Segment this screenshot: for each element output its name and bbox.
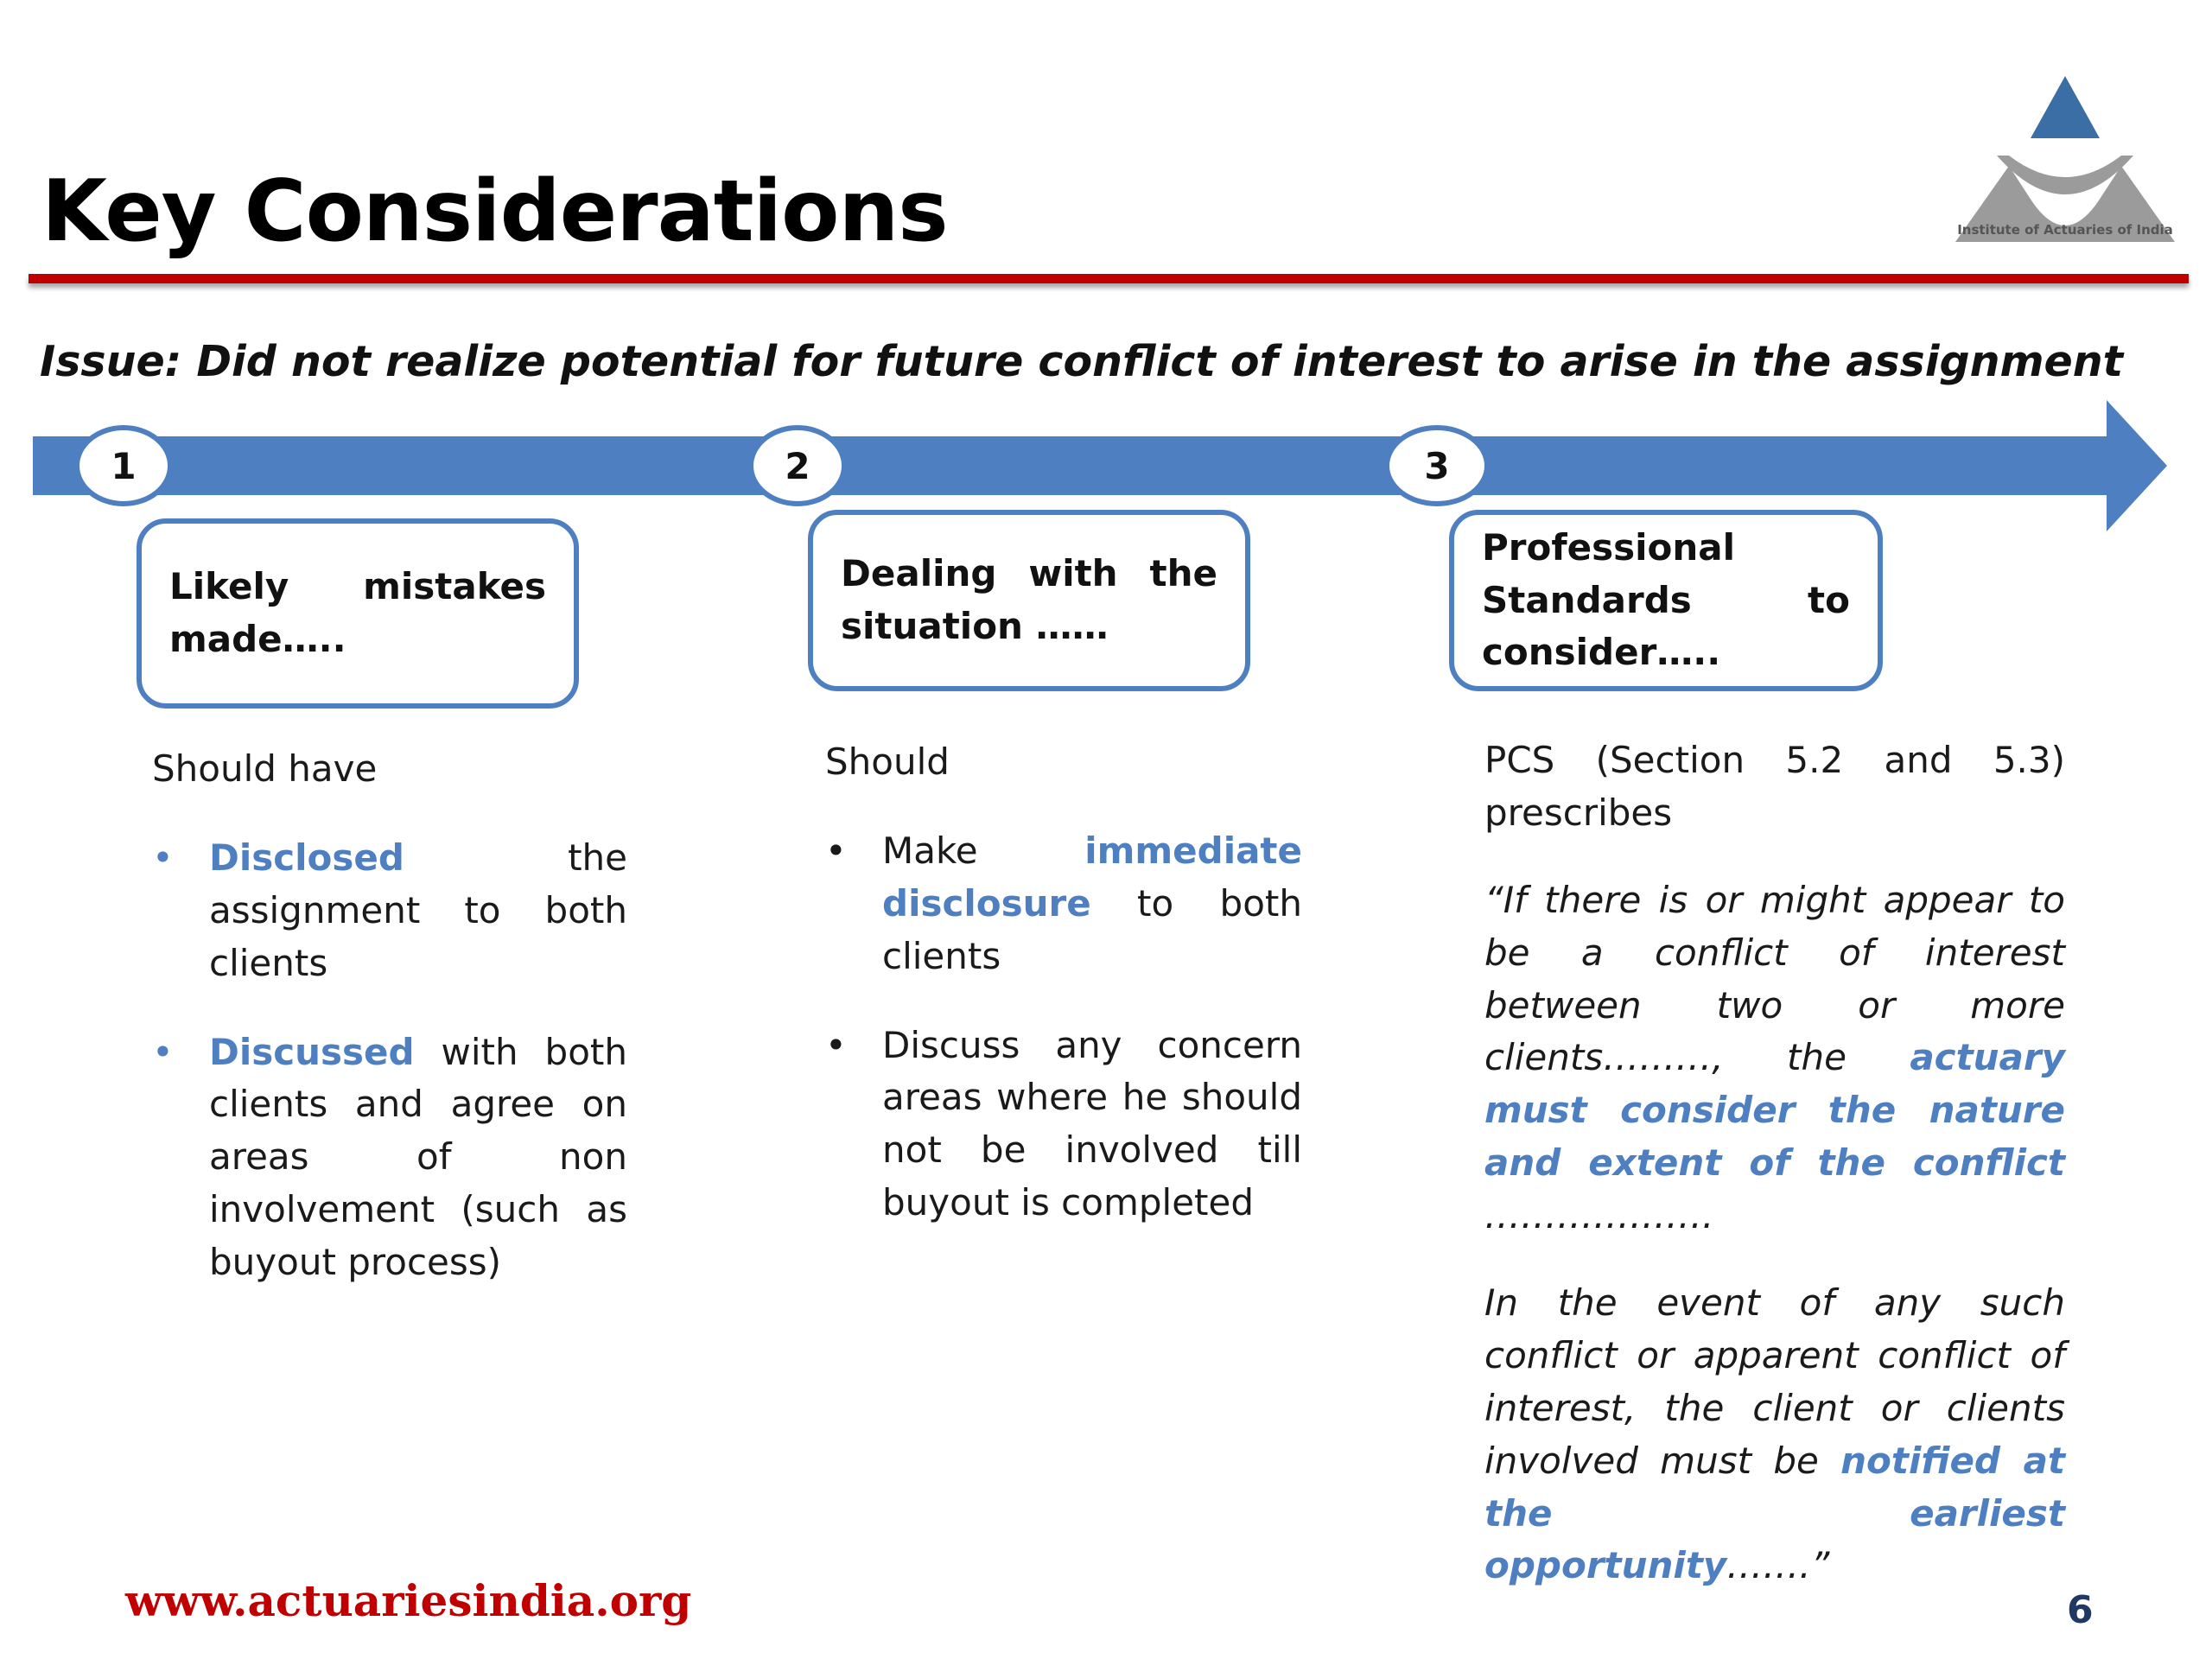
institute-logo-icon <box>1948 69 2182 246</box>
page-number: 6 <box>2067 1588 2094 1632</box>
list-item <box>825 825 1302 983</box>
step-2-box-label: Dealing with the situation …… <box>841 552 1217 647</box>
standards-quote-1 <box>1484 874 2065 1243</box>
highlight-text: actuary must consider the nature and extent of the conflict <box>1484 1036 2065 1185</box>
step-number-2: 2 <box>785 444 810 487</box>
step-2-box <box>808 510 1250 691</box>
quote-text: ………………. <box>1484 1194 1714 1237</box>
page-title: Key Considerations <box>41 162 948 261</box>
step-3-content <box>1484 734 2065 1592</box>
bullet-icon: • <box>152 1030 174 1073</box>
list-item <box>152 1027 627 1289</box>
step-3-box-label: Professional Standards to consider….. <box>1482 525 1850 674</box>
quote-text: In the event of any such conflict or apparent conflict of interest, the client or clients involved must be <box>1484 1281 2065 1482</box>
title-underline <box>29 274 2189 283</box>
step-1-box <box>137 518 579 709</box>
quote-text: “If there is or might appear to be a conflict of interest between two or more clients………, the <box>1484 878 2065 1079</box>
list-item <box>152 832 627 990</box>
step-1-intro: Should have <box>152 747 378 790</box>
bullet-text: the assignment to both clients <box>209 836 627 984</box>
step-number-3: 3 <box>1424 444 1450 487</box>
bullet-icon: • <box>825 829 847 872</box>
step-number-1: 1 <box>111 444 137 487</box>
list-item <box>825 1020 1302 1230</box>
step-2-intro: Should <box>825 741 950 783</box>
bullet-text: with both clients and agree on areas of non involvement (such as buyout process) <box>209 1030 627 1284</box>
bullet-text: to both clients <box>882 881 1302 977</box>
step-1-content <box>152 743 627 1289</box>
step-2-content <box>825 736 1302 1230</box>
step-3-intro: PCS (Section 5.2 and 5.3) prescribes <box>1484 739 2065 834</box>
bullet-text: Make <box>882 829 1085 872</box>
logo-caption: Institute of Actuaries of India <box>1957 222 2173 238</box>
highlight-text: Disclosed <box>209 836 404 879</box>
standards-quote-2 <box>1484 1277 2065 1592</box>
bullet-text: Discuss any concern areas where he should not be involved till buyout is completed <box>882 1023 1302 1224</box>
step-3-box <box>1449 510 1883 691</box>
highlight-text: Discussed <box>209 1030 415 1073</box>
issue-statement: Issue: Did not realize potential for future conflict of interest to arise in the assignment <box>40 337 2124 386</box>
highlight-text: immediate disclosure <box>882 829 1302 925</box>
highlight-text: notified at the earliest opportunity <box>1484 1439 2065 1587</box>
bullet-icon: • <box>152 836 174 879</box>
footer-website-link[interactable]: www.actuariesindia.org <box>125 1575 692 1626</box>
bullet-icon: • <box>825 1023 847 1066</box>
step-1-box-label: Likely mistakes made….. <box>169 565 546 660</box>
quote-text: …….” <box>1726 1544 1830 1587</box>
